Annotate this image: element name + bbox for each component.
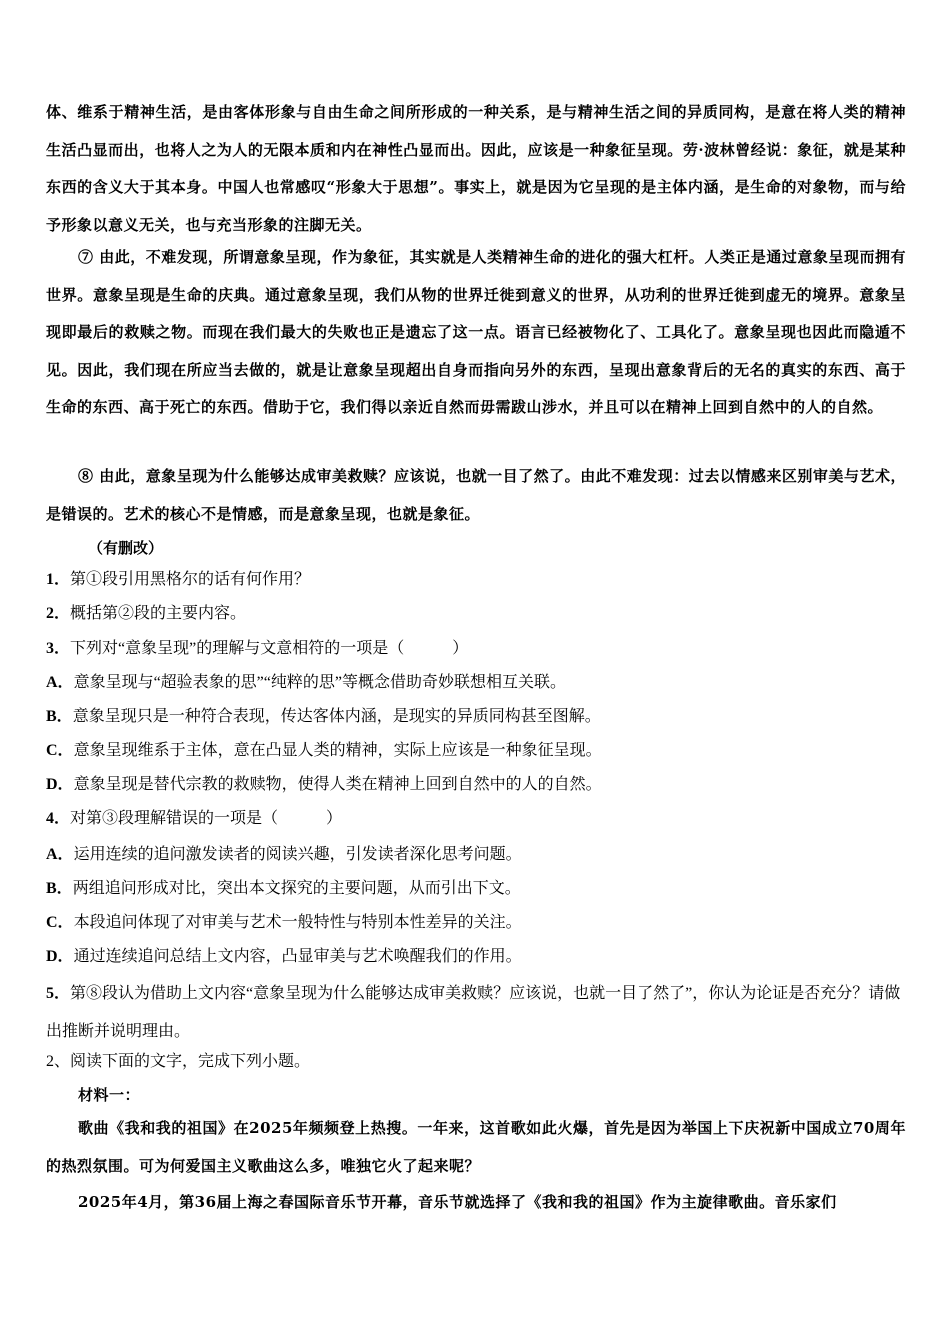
question-number: 1． <box>46 571 71 588</box>
question-4-option-d <box>46 940 906 974</box>
question-3 <box>46 632 906 666</box>
question-3-option-d <box>46 768 906 802</box>
option-text: 本段追问体现了对审美与艺术一般特性与特别本性差异的关注。 <box>73 914 522 931</box>
option-text: 意象呈现与“超验表象的思”“纯粹的思”等概念借助奇妙联想相互关联。 <box>73 674 566 691</box>
option-letter: A． <box>46 674 74 691</box>
section-2-heading: 2、阅读下面的文字，完成下列小题。 <box>46 1053 311 1070</box>
option-letter: C． <box>46 914 74 931</box>
option-letter: B． <box>46 708 73 725</box>
question-3-option-c <box>46 734 906 768</box>
option-text: 意象呈现是替代宗教的救赎物，使得人类在精神上回到自然中的人的自然。 <box>73 776 602 793</box>
option-letter: D． <box>46 948 74 965</box>
option-letter: A． <box>46 846 74 863</box>
question-number: 4． <box>46 810 71 827</box>
passage-paragraph-6-tail: 体、维系于精神生活，是由客体形象与自由生命之间所形成的一种关系，是与精神生活之间的异质同构，是意在将人类的精神生活凸显而出，也将人之为人的无限本质和内在神性凸显而出。因此，应该是一种象征呈现。劳·波林曾经说：象征，就是某种东西的含义大于其本身。中国人也常感叹“形象大于思想”。事实上，就是因为它呈现的是主体内涵，是生命的对象物，而与给予形象以意义无关，也与充当形象的注脚无关。 <box>46 103 906 234</box>
material-1-paragraph-2: 2025年4月，第36届上海之春国际音乐节开幕，音乐节就选择了《我和我的祖国》作为主旋律歌曲。音乐家们 <box>78 1193 837 1211</box>
question-4-option-b <box>46 872 906 906</box>
question-number: 5． <box>46 985 71 1002</box>
question-text: 第⑧段认为借助上文内容“意象呈现为什么能够达成审美救赎？应该说，也就一目了然了”，你认为论证是否充分？请做出推断并说明理由。 <box>46 985 901 1040</box>
material-label: 材料一： <box>78 1086 141 1104</box>
question-4-option-a <box>46 838 906 872</box>
option-text: 意象呈现只是一种符合表现，传达客体内涵，是现实的异质同构甚至图解。 <box>72 708 601 725</box>
option-text: 通过连续追问总结上文内容，凸显审美与艺术唤醒我们的作用。 <box>73 948 522 965</box>
question-3-option-a <box>46 666 906 700</box>
option-text: 两组追问形成对比，突出本文探究的主要问题，从而引出下文。 <box>72 880 521 897</box>
material-1-paragraph-1: 歌曲《我和我的祖国》在2025年频频登上热搜。一年来，这首歌如此火爆，首先是因为举国上下庆祝新中国成立70周年的热烈氛围。可为何爱国主义歌曲这么多，唯独它火了起来呢？ <box>46 1119 906 1175</box>
question-5 <box>46 975 906 1051</box>
passage-paragraph-7: ⑦ 由此，不难发现，所谓意象呈现，作为象征，其实就是人类精神生命的进化的强大杠杆。人类正是通过意象呈现而拥有世界。意象呈现是生命的庆典。通过意象呈现，我们从物的世界迁徙到意义的世界，从功利的世界迁徙到虚无的境界。意象呈现即最后的救赎之物。而现在我们最大的失败也正是遗忘了这一点。语言已经被物化了、工具化了。意象呈现也因此而隐遁不见。因此，我们现在所应当去做的，就是让意象呈现超出自身而指向另外的东西，呈现出意象背后的无名的真实的东西、高于生命的东西、高于死亡的东西。借助于它，我们得以亲近自然而毋需跋山涉水，并且可以在精神上回到自然中的人的自然。 <box>46 248 906 417</box>
question-4-option-c <box>46 906 906 940</box>
option-text: 运用连续的追问激发读者的阅读兴趣，引发读者深化思考问题。 <box>73 846 522 863</box>
question-1 <box>46 563 906 597</box>
option-letter: D． <box>46 776 74 793</box>
passage-paragraph-8: ⑧ 由此，意象呈现为什么能够达成审美救赎？应该说，也就一目了然了。由此不难发现：过去以情感来区别审美与艺术，是错误的。艺术的核心不是情感，而是意象呈现，也就是象征。 <box>46 467 906 523</box>
question-2 <box>46 597 906 631</box>
question-number: 3． <box>46 640 71 657</box>
option-text: 意象呈现维系于主体，意在凸显人类的精神，实际上应该是一种象征呈现。 <box>73 742 602 759</box>
option-letter: C． <box>46 742 74 759</box>
question-text: 第①段引用黑格尔的话有何作用？ <box>70 571 311 588</box>
question-3-option-b <box>46 700 906 734</box>
edit-note: （有删改） <box>88 539 164 557</box>
question-text: 下列对“意象呈现”的理解与文意相符的一项是（ ） <box>70 640 469 657</box>
question-text: 概括第②段的主要内容。 <box>70 605 247 622</box>
question-number: 2． <box>46 605 71 622</box>
question-4 <box>46 802 906 836</box>
question-text: 对第③段理解错误的一项是（ ） <box>70 810 343 827</box>
option-letter: B． <box>46 880 73 897</box>
